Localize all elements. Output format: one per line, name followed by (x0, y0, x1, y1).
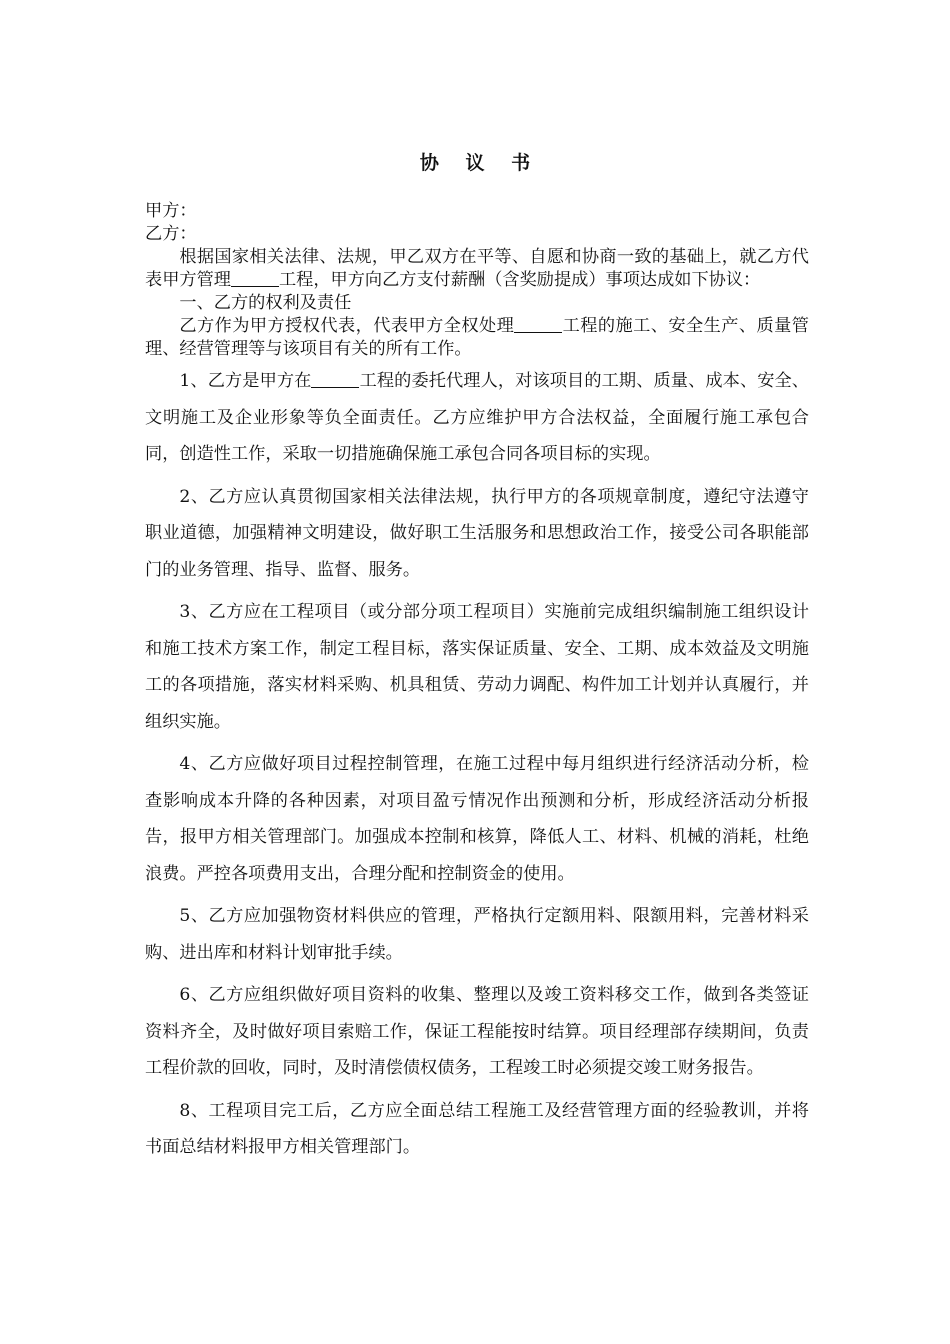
section-heading: 一、乙方的权利及责任 (179, 293, 352, 314)
clause-3: 3、乙方应在工程项目（或分部分项工程项目）实施前完成组织编制施工组织设计和施工技术方案工作，制定工程目标，落实保证质量、安全、工期、成本效益及文明施工的各项措施，落实材料采购、机具租赁、劳动力调配、构件加工计划并认真履行，并组织实施。 (145, 602, 809, 732)
clause-1-start: 1、乙方是甲方在 (179, 371, 312, 392)
project-name-blank (311, 370, 359, 388)
section-intro-paragraph (145, 315, 809, 361)
project-name-blank (514, 315, 562, 333)
party-a-line: 甲方： (145, 201, 197, 221)
clause-1 (145, 363, 809, 473)
intro-text-end: 工程，甲方向乙方支付薪酬（含奖励提成）事项达成如下协议： (278, 270, 761, 291)
clause-6: 6、乙方应组织做好项目资料的收集、整理以及竣工资料移交工作，做到各类签证资料齐全，及时做好项目索赔工作，保证工程能按时结算。项目经理部存续期间，负责工程价款的回收，同时，及时清偿债权债务，工程竣工时必须提交竣工财务报告。 (145, 985, 809, 1079)
party-b-line: 乙方： (145, 224, 197, 244)
intro-text-start: 根据国家相关法律、法规，甲乙双方在平等、自愿和协商一致的基础上，就乙方代表甲方管理 (145, 247, 809, 291)
clause-4: 4、乙方应做好项目过程控制管理，在施工过程中每月组织进行经济活动分析，检查影响成本升降的各种因素，对项目盈亏情况作出预测和分析，形成经济活动分析报告，报甲方相关管理部门。加强成本控制和核算，降低人工、材料、机械的消耗，杜绝浪费。严控各项费用支出，合理分配和控制资金的使用。 (145, 754, 809, 884)
project-name-blank (231, 269, 279, 287)
section-intro-start: 乙方作为甲方授权代表，代表甲方全权处理 (179, 316, 515, 337)
document-body (145, 200, 809, 1166)
clause-1-end: 工程的委托代理人，对该项目的工期、质量、成本、安全、文明施工及企业形象等负全面责任。乙方应维护甲方合法权益，全面履行施工承包合同，创造性工作，采取一切措施确保施工承包合同各项目标的实现。 (145, 371, 809, 465)
section-intro-end: 工程的施工、安全生产、质量管理、经营管理等与该项目有关的所有工作。 (145, 316, 809, 360)
clause-2: 2、乙方应认真贯彻国家相关法律法规，执行甲方的各项规章制度，遵纪守法遵守职业道德，加强精神文明建设，做好职工生活服务和思想政治工作，接受公司各职能部门的业务管理、指导、监督、服务。 (145, 486, 809, 580)
document-title: 协 议 书 (419, 152, 541, 174)
clause-5: 5、乙方应加强物资材料供应的管理，严格执行定额用料、限额用料，完善材料采购、进出库和材料计划审批手续。 (145, 906, 809, 963)
clause-8: 8、工程项目完工后，乙方应全面总结工程施工及经营管理方面的经验教训，并将书面总结材料报甲方相关管理部门。 (145, 1100, 809, 1158)
intro-paragraph (145, 246, 809, 292)
